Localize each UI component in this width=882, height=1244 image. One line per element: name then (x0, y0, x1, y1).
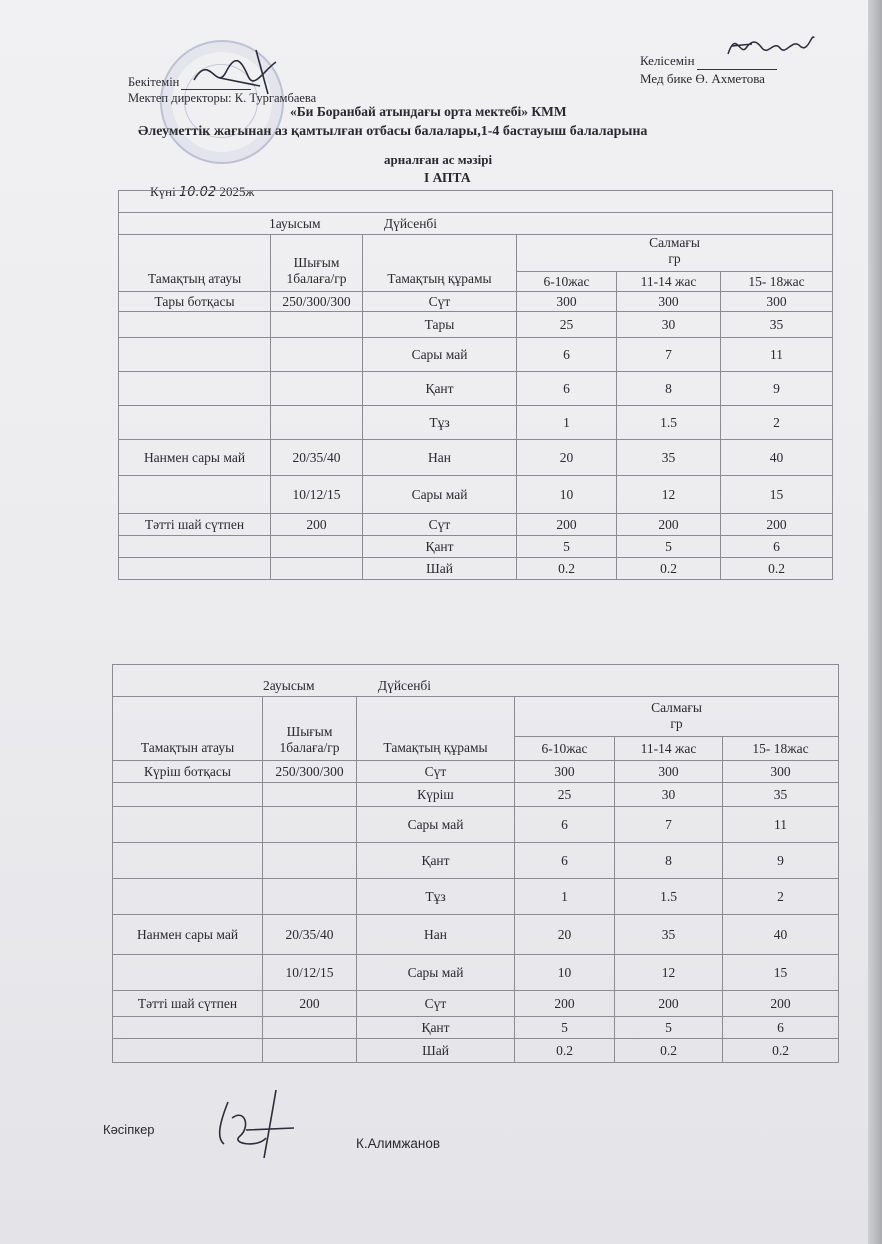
shift-label: 1ауысым (269, 215, 321, 231)
value-15-18-cell: 0.2 (721, 558, 833, 580)
value-6-10-cell: 20 (515, 915, 615, 955)
value-15-18-cell: 300 (723, 761, 839, 783)
dish-cell (113, 879, 263, 915)
dish-cell (119, 476, 271, 514)
dish-cell (119, 558, 271, 580)
yield-header-line1: Шығым (286, 724, 333, 739)
value-11-14-cell: 8 (615, 843, 723, 879)
value-6-10-cell: 20 (517, 440, 617, 476)
ingredient-cell: Тары (363, 312, 517, 338)
shift-header (113, 665, 839, 697)
yield-cell: 10/12/15 (271, 476, 363, 514)
value-11-14-cell: 5 (617, 536, 721, 558)
value-11-14-cell: 30 (615, 783, 723, 807)
approval-left-label: Бекітемін (128, 75, 180, 89)
table-row (119, 372, 833, 406)
day-label: Дүйсенбі (383, 215, 438, 231)
ingredient-cell: Тұз (363, 406, 517, 440)
value-15-18-cell: 6 (721, 536, 833, 558)
dish-cell (119, 372, 271, 406)
table-row (113, 955, 839, 991)
approval-right-name: Мед бике Ө. Ахметова (640, 71, 765, 86)
ingredient-cell: Нан (363, 440, 517, 476)
value-15-18-cell: 15 (723, 955, 839, 991)
table-row (113, 915, 839, 955)
value-6-10-cell: 200 (517, 514, 617, 536)
value-11-14-cell: 0.2 (617, 558, 721, 580)
value-15-18-cell: 35 (723, 783, 839, 807)
value-15-18-cell: 11 (723, 807, 839, 843)
approval-left-position: Мектеп директоры: (128, 91, 232, 105)
menu-title-line: Әлеуметтік жағынан аз қамтылған отбасы балалары,1-4 бастауыш балаларына (138, 124, 648, 139)
column-header-weight (517, 235, 833, 272)
value-6-10-cell: 25 (515, 783, 615, 807)
table-row (113, 879, 839, 915)
yield-cell (263, 783, 357, 807)
nurse-signature-icon (722, 26, 818, 62)
director-signature-icon (190, 42, 280, 102)
menu-table-shift-1 (118, 190, 833, 580)
ingredient-cell: Шай (363, 558, 517, 580)
ingredient-cell: Қант (363, 536, 517, 558)
date-year: 2025ж (219, 184, 255, 199)
value-6-10-cell: 25 (517, 312, 617, 338)
age-header-6-10: 6-10жас (515, 737, 615, 761)
menu-table-shift-2 (112, 664, 839, 1063)
yield-cell: 200 (263, 991, 357, 1017)
ingredient-cell: Сүт (363, 514, 517, 536)
table-row (113, 1017, 839, 1039)
value-6-10-cell: 1 (515, 879, 615, 915)
value-11-14-cell: 300 (615, 761, 723, 783)
value-15-18-cell: 2 (723, 879, 839, 915)
value-15-18-cell: 200 (723, 991, 839, 1017)
weight-header-line2: гр (668, 251, 681, 266)
column-header-yield (271, 235, 363, 292)
approval-right-label: Келісемін (640, 53, 695, 68)
value-15-18-cell: 15 (721, 476, 833, 514)
age-header-6-10: 6-10жас (517, 272, 617, 292)
weight-header-line1: Салмағы (649, 235, 700, 250)
value-6-10-cell: 10 (517, 476, 617, 514)
value-6-10-cell: 5 (517, 536, 617, 558)
value-11-14-cell: 5 (615, 1017, 723, 1039)
table-row (119, 338, 833, 372)
table-row (119, 292, 833, 312)
yield-cell: 250/300/300 (263, 761, 357, 783)
yield-cell: 20/35/40 (271, 440, 363, 476)
entrepreneur-label: Кәсіпкер (103, 1122, 155, 1137)
dish-cell: Тары ботқасы (119, 292, 271, 312)
ingredient-cell: Тұз (357, 879, 515, 915)
value-15-18-cell: 200 (721, 514, 833, 536)
yield-cell (271, 312, 363, 338)
page-edge-shadow (868, 0, 882, 1244)
value-11-14-cell: 200 (615, 991, 723, 1017)
value-15-18-cell: 40 (721, 440, 833, 476)
yield-cell (263, 843, 357, 879)
column-header-weight (515, 697, 839, 737)
ingredient-cell: Нан (357, 915, 515, 955)
approval-left-name: К. Тургамбаева (234, 91, 317, 105)
yield-header-line2: 1балаға/гр (279, 740, 340, 755)
value-6-10-cell: 0.2 (517, 558, 617, 580)
table-row (119, 536, 833, 558)
value-6-10-cell: 200 (515, 991, 615, 1017)
dish-cell: Нанмен сары май (113, 915, 263, 955)
value-11-14-cell: 12 (615, 955, 723, 991)
value-15-18-cell: 2 (721, 406, 833, 440)
value-11-14-cell: 30 (617, 312, 721, 338)
dish-cell (119, 406, 271, 440)
table-row (113, 1039, 839, 1063)
column-header-composition: Тамақтың құрамы (363, 235, 517, 292)
value-11-14-cell: 1.5 (617, 406, 721, 440)
value-11-14-cell: 200 (617, 514, 721, 536)
value-6-10-cell: 10 (515, 955, 615, 991)
table-row (119, 406, 833, 440)
ingredient-cell: Қант (363, 372, 517, 406)
weight-header-line2: гр (670, 716, 683, 731)
yield-cell (263, 1017, 357, 1039)
table-row (119, 440, 833, 476)
column-header-yield (263, 697, 357, 761)
entrepreneur-name: К.Алимжанов (356, 1136, 440, 1151)
dish-cell (113, 1017, 263, 1039)
yield-cell (271, 558, 363, 580)
yield-cell: 200 (271, 514, 363, 536)
date-label: Күні (150, 184, 176, 199)
school-name: «Би Боранбай атындағы орта мектебі» КММ (290, 104, 567, 119)
dish-cell (119, 338, 271, 372)
menu-title-subline: арналған ас мәзірі (384, 152, 493, 167)
yield-cell: 20/35/40 (263, 915, 357, 955)
table-row (119, 312, 833, 338)
column-header-composition: Тамақтың құрамы (357, 697, 515, 761)
weight-header-line1: Салмағы (651, 700, 702, 715)
dish-cell (113, 1039, 263, 1063)
value-15-18-cell: 9 (723, 843, 839, 879)
ingredient-cell: Сүт (357, 991, 515, 1017)
table-row (113, 991, 839, 1017)
value-15-18-cell: 9 (721, 372, 833, 406)
entrepreneur-signature-icon (206, 1088, 298, 1160)
ingredient-cell: Қант (357, 1017, 515, 1039)
age-header-11-14: 11-14 жас (615, 737, 723, 761)
ingredient-cell: Күріш (357, 783, 515, 807)
value-11-14-cell: 300 (617, 292, 721, 312)
value-11-14-cell: 35 (615, 915, 723, 955)
yield-cell (271, 406, 363, 440)
value-6-10-cell: 6 (517, 372, 617, 406)
yield-cell (263, 1039, 357, 1063)
value-15-18-cell: 40 (723, 915, 839, 955)
dish-cell (119, 536, 271, 558)
ingredient-cell: Сары май (357, 955, 515, 991)
dish-cell: Күріш ботқасы (113, 761, 263, 783)
column-header-dish: Тамақтың атауы (119, 235, 271, 292)
date-value: 10.02 (179, 185, 217, 200)
week-label: I АПТА (424, 170, 471, 185)
column-header-dish: Тамақтын атауы (113, 697, 263, 761)
value-6-10-cell: 300 (515, 761, 615, 783)
day-label: Дүйсенбі (377, 678, 432, 693)
value-15-18-cell: 35 (721, 312, 833, 338)
dish-cell (119, 312, 271, 338)
dish-cell: Тәтті шай сүтпен (113, 991, 263, 1017)
table-row (119, 514, 833, 536)
value-6-10-cell: 300 (517, 292, 617, 312)
yield-cell (271, 536, 363, 558)
dish-cell (113, 955, 263, 991)
yield-cell (263, 879, 357, 915)
dish-cell: Тәтті шай сүтпен (119, 514, 271, 536)
table-row (119, 476, 833, 514)
value-11-14-cell: 7 (617, 338, 721, 372)
value-11-14-cell: 8 (617, 372, 721, 406)
yield-cell (271, 372, 363, 406)
value-15-18-cell: 0.2 (723, 1039, 839, 1063)
value-6-10-cell: 0.2 (515, 1039, 615, 1063)
ingredient-cell: Сары май (363, 476, 517, 514)
dish-cell (113, 783, 263, 807)
table-row (113, 783, 839, 807)
value-6-10-cell: 1 (517, 406, 617, 440)
value-6-10-cell: 5 (515, 1017, 615, 1039)
value-11-14-cell: 1.5 (615, 879, 723, 915)
value-11-14-cell: 12 (617, 476, 721, 514)
age-header-15-18: 15- 18жас (723, 737, 839, 761)
value-11-14-cell: 7 (615, 807, 723, 843)
shift-label: 2ауысым (263, 678, 315, 693)
dish-cell: Нанмен сары май (119, 440, 271, 476)
yield-cell (271, 338, 363, 372)
value-15-18-cell: 11 (721, 338, 833, 372)
age-header-11-14: 11-14 жас (617, 272, 721, 292)
value-6-10-cell: 6 (515, 807, 615, 843)
yield-cell: 10/12/15 (263, 955, 357, 991)
table-row (119, 558, 833, 580)
value-6-10-cell: 6 (515, 843, 615, 879)
dish-cell (113, 807, 263, 843)
value-11-14-cell: 35 (617, 440, 721, 476)
table-row (113, 843, 839, 879)
age-header-15-18: 15- 18жас (721, 272, 833, 292)
ingredient-cell: Сүт (363, 292, 517, 312)
ingredient-cell: Сары май (363, 338, 517, 372)
dish-cell (113, 843, 263, 879)
ingredient-cell: Сары май (357, 807, 515, 843)
yield-header-line1: Шығым (293, 255, 340, 270)
ingredient-cell: Шай (357, 1039, 515, 1063)
value-11-14-cell: 0.2 (615, 1039, 723, 1063)
ingredient-cell: Сүт (357, 761, 515, 783)
shift-header (119, 213, 833, 235)
table-row (113, 807, 839, 843)
yield-cell (263, 807, 357, 843)
ingredient-cell: Қант (357, 843, 515, 879)
yield-header-line2: 1балаға/гр (286, 271, 347, 286)
yield-cell: 250/300/300 (271, 292, 363, 312)
value-6-10-cell: 6 (517, 338, 617, 372)
value-15-18-cell: 6 (723, 1017, 839, 1039)
table-row (113, 761, 839, 783)
value-15-18-cell: 300 (721, 292, 833, 312)
